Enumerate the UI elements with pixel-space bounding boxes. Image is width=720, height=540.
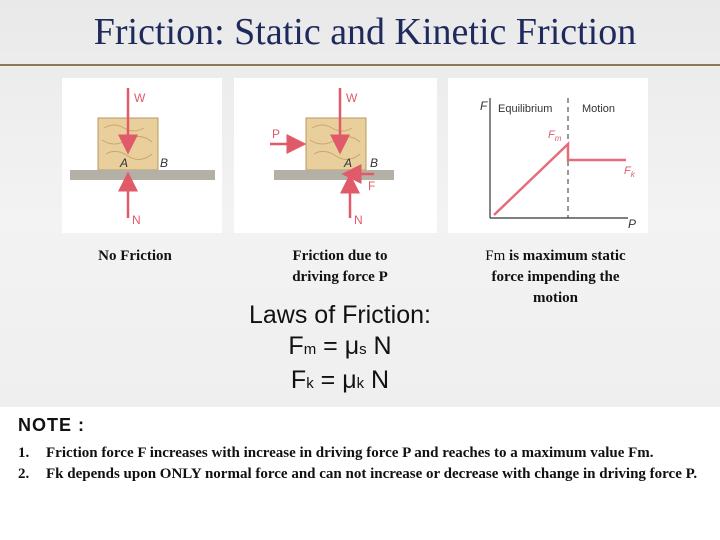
laws-of-friction	[225, 300, 455, 399]
label-w: W	[134, 91, 146, 105]
caption-line: force impending the	[491, 269, 620, 285]
item-text: Friction force F increases with increase in driving force P and reaches to a maximum value Fm.	[46, 445, 654, 461]
label-equilibrium: Equilibrium	[498, 103, 553, 115]
wood-block	[306, 118, 366, 170]
friction-graph	[448, 78, 648, 233]
label-a: A	[344, 156, 353, 170]
axis-label-f: F	[480, 99, 488, 113]
label-fm: $F_m$	[548, 129, 562, 143]
friction-curve	[494, 144, 626, 215]
ground-surface	[70, 170, 215, 180]
label-w: W	[346, 91, 358, 105]
label-f: F	[368, 179, 376, 193]
fm-symbol: Fm	[485, 248, 506, 264]
list-item	[18, 443, 700, 464]
laws-heading: Laws of Friction:	[248, 301, 431, 329]
caption-graph	[448, 246, 663, 309]
list-item	[18, 464, 700, 485]
block-diagram-no-friction	[62, 78, 222, 233]
caption-line	[448, 246, 663, 267]
note-heading: NOTE :	[18, 415, 85, 435]
title-divider	[0, 64, 720, 66]
diagram-driving-force	[234, 78, 437, 233]
friction-vs-force-graph	[448, 78, 648, 233]
item-number: 2.	[18, 466, 30, 482]
label-n: N	[354, 213, 363, 227]
label-motion: Motion	[582, 103, 616, 115]
slide-title: Friction: Static and Kinetic Friction	[93, 11, 637, 53]
diagram-no-friction	[62, 78, 222, 233]
label-n: N	[132, 213, 141, 227]
label-b: B	[370, 156, 379, 170]
label-b: B	[160, 156, 169, 170]
item-number: 1.	[18, 445, 30, 461]
caption-no-friction: No Friction	[98, 248, 172, 264]
caption-driving-force	[250, 246, 430, 288]
kinetic-friction-equation: Fk = μk N	[290, 366, 390, 394]
label-p: P	[272, 127, 281, 141]
caption-line: driving force P	[292, 269, 388, 285]
caption-line: Friction due to	[292, 248, 388, 264]
ground-surface	[274, 170, 394, 180]
caption-line: motion	[533, 290, 578, 306]
static-friction-equation: Fm = μs N	[288, 332, 392, 360]
label-a: A	[120, 156, 129, 170]
label-fk: $F_k$	[624, 165, 635, 179]
block-diagram-driving	[234, 78, 437, 233]
note-list	[18, 443, 700, 485]
item-text: Fk depends upon ONLY normal force and can not increase or decrease with change in driving force P.	[46, 466, 698, 482]
caption-text: is maximum static	[505, 248, 626, 264]
axis-label-p: P	[628, 217, 637, 231]
